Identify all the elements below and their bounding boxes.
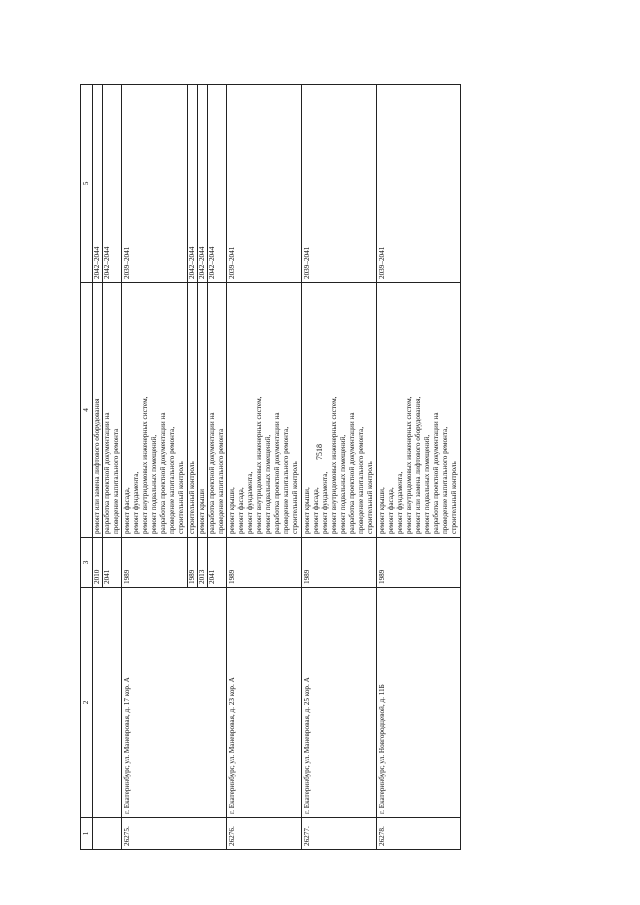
period-cell: 2042–2044: [93, 85, 103, 283]
page-number: 7518: [315, 444, 324, 460]
work-item: ремонт или замена лифтового оборудования,: [414, 396, 422, 534]
year-cell: 2013: [198, 538, 208, 588]
column-header: 1: [81, 818, 93, 850]
year-cell: 2010: [93, 538, 103, 588]
work-item: разработка проектной документации на: [348, 412, 356, 534]
work-list-cell: [208, 283, 227, 538]
row-number-cell: 26278.: [377, 818, 461, 850]
work-item: разработка проектной документации на: [103, 412, 111, 534]
year-cell: 1989: [227, 538, 302, 588]
table-row: [377, 85, 461, 850]
work-item: проведение капитального ремонта: [217, 428, 225, 534]
period-cell: 2042–2044: [103, 85, 122, 283]
work-item: проведение капитального ремонта,: [441, 426, 449, 534]
work-list-cell: [188, 283, 198, 538]
work-item: проведение капитального ремонта: [112, 428, 120, 534]
work-item: проведение капитального ремонта,: [357, 426, 365, 534]
table-header-row: [81, 85, 93, 850]
work-item: ремонт фасада,: [123, 487, 131, 534]
address-cell: г. Екатеринбург, ул. Маневровая, д. 17 кор. А: [122, 588, 227, 818]
address-cell: г. Екатеринбург, ул. Новгородцевой, д. 11Б: [377, 588, 461, 818]
column-header: 5: [81, 85, 93, 283]
work-list-cell: [103, 283, 122, 538]
work-item: ремонт или замена лифтового оборудования: [93, 398, 101, 534]
year-cell: 1989: [377, 538, 461, 588]
work-item: ремонт фундамента,: [396, 471, 404, 534]
year-cell: 1989: [122, 538, 188, 588]
work-item: строительный контроль: [450, 461, 458, 534]
period-cell: 2039–2041: [302, 85, 377, 283]
year-cell: 2041: [103, 538, 122, 588]
work-item: ремонт внутридомовых инженерных систем,: [255, 396, 263, 534]
work-item: ремонт фасада,: [237, 487, 245, 534]
year-cell: 1989: [302, 538, 377, 588]
period-cell: 2042–2044: [208, 85, 227, 283]
work-item: ремонт подвальных помещений,: [423, 434, 431, 534]
table-row: [122, 85, 188, 850]
work-list-cell: [198, 283, 208, 538]
column-header: 3: [81, 538, 93, 588]
period-cell: 2039–2041: [227, 85, 302, 283]
work-item: ремонт внутридомовых инженерных систем,: [141, 396, 149, 534]
row-number-cell: 26276.: [227, 818, 302, 850]
row-number-cell: 26277.: [302, 818, 377, 850]
table-body: [93, 85, 461, 850]
work-item: ремонт фундамента,: [246, 471, 254, 534]
work-item: ремонт внутридомовых инженерных систем,: [405, 396, 413, 534]
work-item: разработка проектной документации на: [432, 412, 440, 534]
work-item: ремонт крыши: [198, 488, 206, 534]
table-row: [302, 85, 377, 850]
work-list-cell: [122, 283, 188, 538]
work-item: строительный контроль: [291, 461, 299, 534]
work-list-cell: [377, 283, 461, 538]
work-item: проведение капитального ремонта,: [282, 426, 290, 534]
work-item: проведение капитального ремонта,: [168, 426, 176, 534]
period-cell: 2042–2044: [198, 85, 208, 283]
capital-repair-table: [80, 84, 461, 850]
address-cell: г. Екатеринбург, ул. Маневровая, д. 25 кор. А: [302, 588, 377, 818]
column-header: 2: [81, 588, 93, 818]
work-item: разработка проектной документации на: [208, 412, 216, 534]
row-number-cell: [93, 818, 122, 850]
period-cell: 2039–2041: [122, 85, 188, 283]
work-item: ремонт крыши,: [303, 487, 311, 534]
work-list-cell: [302, 283, 377, 538]
work-list-cell: [227, 283, 302, 538]
address-cell: [93, 588, 122, 818]
work-item: ремонт фундамента,: [321, 471, 329, 534]
work-item: ремонт фасада,: [312, 487, 320, 534]
work-item: ремонт фасада,: [387, 487, 395, 534]
work-item: разработка проектной документации на: [273, 412, 281, 534]
period-cell: 2039–2041: [377, 85, 461, 283]
period-cell: 2042–2044: [188, 85, 198, 283]
address-cell: г. Екатеринбург, ул. Маневровая, д. 23 кор. А: [227, 588, 302, 818]
work-item: ремонт подвальных помещений,: [150, 434, 158, 534]
work-item: строительный контроль: [366, 461, 374, 534]
row-number-cell: 26275.: [122, 818, 227, 850]
table-row: [227, 85, 302, 850]
table-row: [93, 85, 103, 850]
work-item: ремонт крыши,: [228, 487, 236, 534]
column-header: 4: [81, 283, 93, 538]
work-item: разработка проектной документации на: [159, 412, 167, 534]
work-item: ремонт подвальных помещений,: [339, 434, 347, 534]
work-list-cell: [93, 283, 103, 538]
rotated-page-content: [80, 85, 600, 850]
year-cell: 1989: [188, 538, 198, 588]
year-cell: 2041: [208, 538, 227, 588]
work-item: ремонт крыши,: [378, 487, 386, 534]
work-item: строительный контроль: [188, 461, 196, 534]
work-item: ремонт подвальных помещений,: [264, 434, 272, 534]
work-item: ремонт фундамента,: [132, 471, 140, 534]
work-item: строительный контроль: [177, 461, 185, 534]
work-item: ремонт внутридомовых инженерных систем,: [330, 396, 338, 534]
